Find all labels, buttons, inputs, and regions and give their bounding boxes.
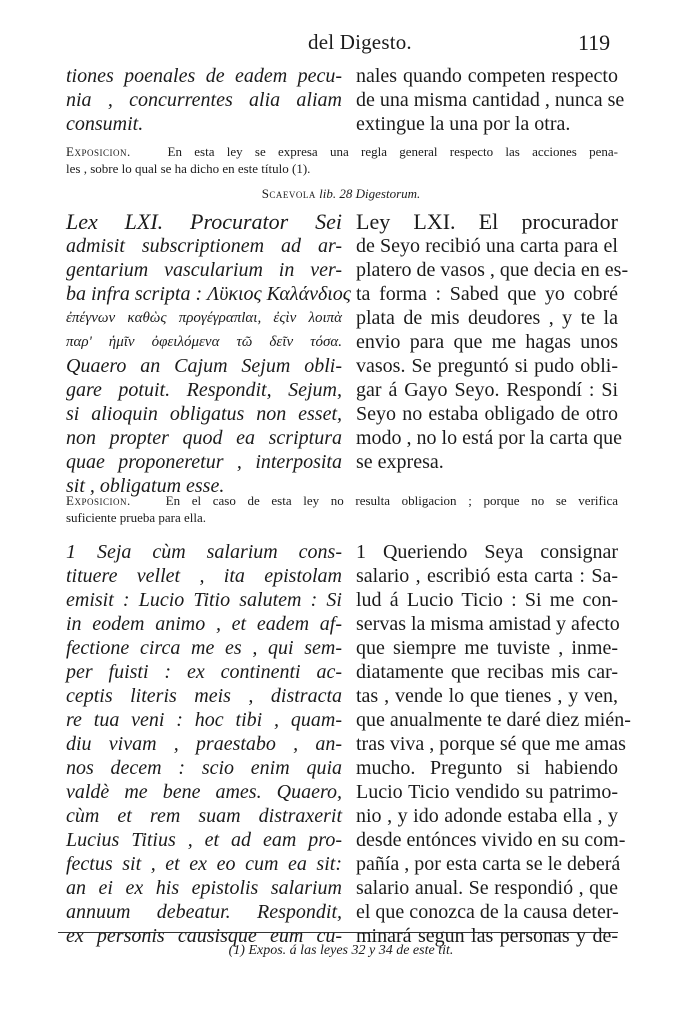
text-line: 1 Seja cùm salarium cons- bbox=[66, 541, 342, 563]
top-spanish-text bbox=[356, 64, 625, 136]
text-line: pañía , por esta carta se le deberá bbox=[356, 853, 621, 875]
text-line: an ei ex his epistolis salarium bbox=[66, 877, 342, 899]
text-line: Lucius Titius , et ad eam pro- bbox=[66, 829, 342, 851]
text-line: tiones poenales de eadem pecu- bbox=[66, 65, 342, 87]
text-line: 1 Queriendo Seya consignar bbox=[356, 541, 618, 563]
text-line: extingue la una por la otra. bbox=[356, 113, 571, 135]
text-line: envio para que me hagas unos bbox=[356, 331, 618, 353]
footnote: (1) Expos. á las leyes 32 y 34 de este tit. bbox=[228, 943, 454, 958]
citation-rest: lib. 28 Digestorum. bbox=[319, 186, 421, 201]
text-line: cùm et rem suam distraxerit bbox=[66, 805, 342, 827]
text-line: tas , vende lo que tienes , y ven, bbox=[356, 685, 618, 707]
text-line: re tua veni : hoc tibi , quam- bbox=[66, 709, 342, 731]
source-citation bbox=[0, 186, 682, 202]
text-line: Exposicion. En esta ley se expresa una regla general respecto las acciones pena- bbox=[66, 144, 618, 159]
text-line: diu vivam , praestabo , an- bbox=[66, 733, 342, 755]
text-line: admisit subscriptionem ad ar- bbox=[66, 235, 342, 257]
text-line: ex personis causisque eum cu- bbox=[66, 925, 342, 947]
running-header bbox=[0, 30, 682, 60]
text-line: Seyo no estaba obligado de otro bbox=[356, 403, 618, 425]
text-line: Lucio Ticio vendido su patrimo- bbox=[356, 781, 618, 803]
greek-line: ἐπέγνων καθὼς προγέγραπlαι, ἐςὶν λοιπὰ bbox=[66, 310, 342, 326]
page-number: 119 bbox=[578, 30, 611, 55]
section-1-spanish-text bbox=[356, 540, 631, 948]
exposition-2 bbox=[66, 492, 618, 526]
text-line: ceptis literis meis , distracta bbox=[66, 685, 342, 707]
text-line: suficiente prueba para ella. bbox=[66, 510, 207, 525]
footnote-divider bbox=[58, 932, 618, 933]
text-line: les , sobre lo qual se ha dicho en este título (1). bbox=[66, 161, 311, 176]
text-line: si alioquin obligatus non esset, bbox=[66, 403, 342, 425]
text-line: tituere vellet , ita epistolam bbox=[66, 565, 342, 587]
text-line: ba infra scripta : Λϋκιος Καλάνδιος bbox=[66, 283, 351, 305]
lex-spanish-text bbox=[356, 209, 629, 474]
text-line: servas la misma amistad y afecto bbox=[356, 613, 620, 635]
text-line: ta forma : Sabed que yo cobré bbox=[356, 283, 618, 305]
text-line: modo , no lo está por la carta que bbox=[356, 427, 623, 449]
text-line: que siempre me tuviste , inme- bbox=[356, 637, 618, 659]
text-line: nia , concurrentes alia aliam bbox=[66, 89, 342, 111]
text-line: minará segun las personas y de- bbox=[356, 925, 618, 947]
text-line: valdè me bene ames. Quaero, bbox=[66, 781, 342, 803]
text-line: de Seyo recibió una carta para el bbox=[356, 235, 618, 257]
text-line: Lex LXI. Procurator Sei bbox=[66, 209, 342, 234]
text-line: que anualmente te daré diez mién- bbox=[356, 709, 631, 731]
text-line: in eodem animo , et eadem af- bbox=[66, 613, 342, 635]
text-line: emisit : Lucio Titio salutem : Si bbox=[66, 589, 342, 611]
text-line: gare potuit. Respondit, Sejum, bbox=[66, 379, 342, 401]
text-line: Quaero an Cajum Sejum obli- bbox=[66, 355, 342, 377]
text-line: salario , escribió esta carta : Sa- bbox=[356, 565, 618, 587]
exposition-1 bbox=[66, 143, 618, 177]
text-line: platero de vasos , que decia en es- bbox=[356, 259, 629, 281]
text-line: de una misma cantidad , nunca se bbox=[356, 89, 625, 111]
text-line: quae proponeretur , interposita bbox=[66, 451, 342, 473]
section-1-latin-text bbox=[66, 540, 342, 948]
lex-latin-text bbox=[66, 209, 351, 498]
text-line: lud á Lucio Ticio : Si me con- bbox=[356, 589, 618, 611]
greek-line: παρ' ἡμῖν ὀφειλόμενα τῶ δεῖν τόσα. bbox=[66, 334, 342, 350]
text-line: nio , y ido adonde estaba ella , y bbox=[356, 805, 618, 827]
exposition-label: Exposicion. bbox=[66, 493, 131, 508]
text-line: plata de mis deudores , y te la bbox=[356, 307, 618, 329]
text-line: fectus sit , et ex eo cum ea sit: bbox=[66, 853, 342, 875]
text-line: per fuisti : ex continenti ac- bbox=[66, 661, 342, 683]
text-line: el que conozca de la causa deter- bbox=[356, 901, 619, 923]
text-line: Ley LXI. El procurador bbox=[356, 209, 618, 234]
text-line: nos decem : scio enim quia bbox=[66, 757, 342, 779]
text-line: consumit. bbox=[66, 113, 144, 135]
top-latin-text bbox=[66, 64, 342, 136]
text-line: fectione circa me es , qui sem- bbox=[66, 637, 342, 659]
text-line: mucho. Pregunto si habiendo bbox=[356, 757, 618, 779]
text-line: tras viva , porque sé que me amas bbox=[356, 733, 626, 755]
text-line: desde entónces vivido en su com- bbox=[356, 829, 626, 851]
text-line: annuum debeatur. Respondit, bbox=[66, 901, 342, 923]
author-name: Scaevola bbox=[261, 186, 316, 201]
exposition-label: Exposicion. bbox=[66, 144, 131, 159]
text-line: nales quando competen respecto bbox=[356, 65, 618, 87]
text-line: gentarium vascularium in ver- bbox=[66, 259, 342, 281]
text-line: Exposicion. En el caso de esta ley no resulta obligacion ; porque no se verifica bbox=[66, 493, 618, 508]
text-line: salario anual. Se respondió , que bbox=[356, 877, 618, 899]
text-line: sit , obligatum esse. bbox=[66, 475, 225, 497]
text-line: diatamente que recibas mis car- bbox=[356, 661, 618, 683]
text-line: se expresa. bbox=[356, 451, 444, 473]
text-line: vasos. Se preguntó si pudo obli- bbox=[356, 355, 618, 377]
text-line: gar á Gayo Seyo. Respondí : Si bbox=[356, 379, 618, 401]
text-line: non propter quod ea scriptura bbox=[66, 427, 342, 449]
page-title: del Digesto. bbox=[308, 30, 412, 54]
